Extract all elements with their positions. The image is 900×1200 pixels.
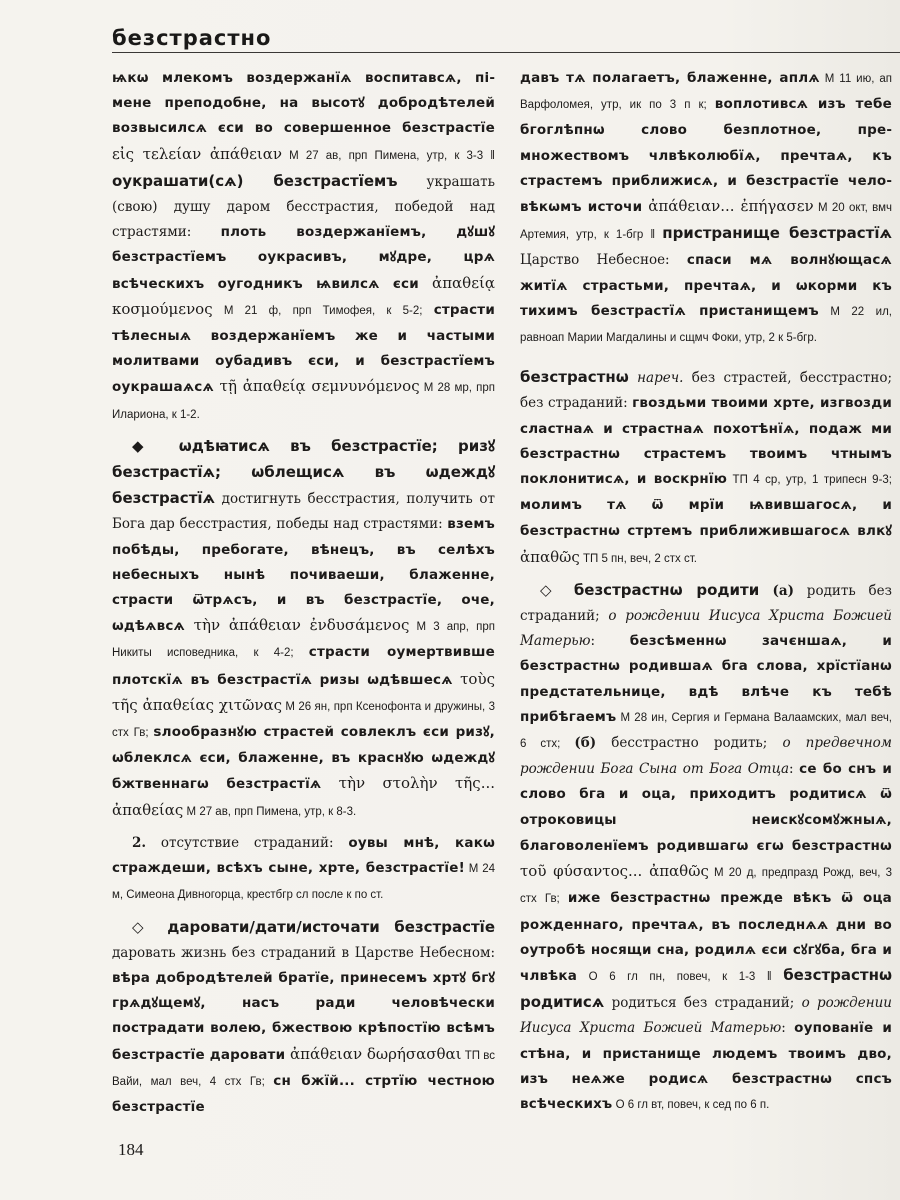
source-ref: М 22 ил, равноап Марии Магдалины и сщмч Фоки, утр, 2 к 5-бгр. <box>520 305 892 345</box>
source-ref: М 3 апр, прп Никиты исповедника, к 4-2; <box>112 621 495 660</box>
sub-lemma: даровати/дати/источати безстрастїе <box>167 917 495 936</box>
definition: украшать (свою) душу даром бесстрастия, победой над страстями: <box>112 173 495 241</box>
source-ref: М 27 ав, прп Пимена, утр, к 8-3. <box>183 805 357 818</box>
church-slavonic-quote: се бо снъ и слово бга и оца, приходитъ родитисѧ ѿ отроковицы неискꙋсомꙋжныѧ, благоволенїемъ родившагѡ єгѡ безстрастнѡ <box>520 761 892 854</box>
entry-paragraph <box>112 831 495 909</box>
sub-lemma: безстрастнѡ родитисѧ <box>520 965 892 1012</box>
source-ref: ТП 4 ср, утр, 1 трипесн 9-3; <box>727 474 893 487</box>
sense-letter: (а) <box>759 582 794 599</box>
church-slavonic-quote: безсѣменнѡ зачєншаѧ, и безстрастнѡ родившаѧ бга слова, хрїстїанѡ предстательнице, вдѣ влѣче къ тебѣ прибѣгаемъ <box>520 633 893 725</box>
usage-note: о рождении Иисуса Христа Божией Матерью <box>520 608 892 650</box>
greek-text: τοῦ φύσαντος... ἀπαθῶς <box>520 862 709 881</box>
running-head: безстрастно <box>112 26 272 50</box>
church-slavonic-quote: страсти тѣлесныѧ воздержанїемъ же и частыми молитвами оубадивъ єси, и безстрастїемъ оукрашаѧсѧ <box>112 301 495 396</box>
phrase-marker: ◆ <box>132 436 179 455</box>
part-of-speech: нареч. <box>628 370 684 387</box>
definition: достигнуть бесстрастия, получить от Бога дар бесстрастия, победы над страстями: <box>112 491 495 533</box>
punctuation: : <box>590 633 630 650</box>
church-slavonic-quote: давъ тѧ полагаетъ, блаженне, аплѧ <box>520 70 820 86</box>
entry-paragraph <box>112 915 495 1121</box>
church-slavonic-quote: спаси мѧ волнꙋющасѧ житїѧ страстьми, пречтаѧ, и ѡкорми къ тихимъ безстрастїѧ пристанищемъ <box>520 252 892 319</box>
sense-letter: (б) <box>574 735 597 752</box>
source-ref: ТП вс Вайи, мал веч, 4 стх Гв; <box>112 1049 495 1088</box>
page-number: 184 <box>118 1140 144 1159</box>
right-column <box>520 66 892 1118</box>
source-ref: О 6 гл пн, повеч, к 1-3 ‖ <box>577 970 784 983</box>
church-slavonic-quote: иже безстрастнѡ прежде вѣкъ ѿ оца рожденнаго, пречтаѧ, въ последнѧѧ дни во оутробѣ носящи сна, родилѧ єси сꙋгꙋба, бга и члвѣка <box>520 890 892 984</box>
sub-lemma: безстрастнѡ родити <box>573 580 760 599</box>
greek-text: τῇ ἀπαθείᾳ σεμνυνόμενος <box>213 377 420 396</box>
church-slavonic-quote: вземъ побѣды, пребогате, вѣнецъ, въ селѣхъ небесныхъ нынѣ почиваеши, блаженне, страсти ѿтрѧсъ, и въ безстрастїе, оче, ѡдѣѧвсѧ <box>112 516 495 635</box>
definition: без страстей, бесстрастно; без страданий: <box>520 370 892 412</box>
church-slavonic-quote: гвоздьми твоими хрте, изгвозди сластнаѧ и страстнаѧ похотѣнїѧ, подаж ми безстрастнѡ страстемъ твоимъ чтнымъ поклонитисѧ, и воскрнїю <box>520 395 892 488</box>
source-ref: М 20 д, предпразд Рожд, веч, 3 стх Гв; <box>520 867 892 906</box>
header-rule <box>112 52 900 53</box>
church-slavonic-quote: страсти оумертвивше плотскїѧ въ безстрастїѧ ризы ѡдѣвшесѧ <box>112 644 495 688</box>
usage-note: о рождении Иисуса Христа Божией Матерью <box>520 995 892 1037</box>
definition: отсутствие страданий: <box>146 834 349 851</box>
source-ref: М 24 м, Симеона Дивногорца, крестбгр сл после к по ст. <box>112 863 495 902</box>
greek-text: ἀπαθείᾳ κοσμούμενος <box>112 273 495 318</box>
church-slavonic-quote: плоть воздержанїемъ, дꙋшꙋ безстрастїемъ оукрасивъ, мꙋдре, црѧ всѣческихъ оугодникъ ѩвилсѧ єси <box>112 224 495 292</box>
punctuation: : <box>781 1020 795 1037</box>
greek-text: τὴν ἀπάθειαν ἐνδυσάμενος <box>184 616 410 635</box>
definition: родиться без страданий; <box>604 995 802 1012</box>
church-slavonic-quote: молимъ тѧ ѿ мрїи ѩвившагосѧ, и безстрастнѡ стртемъ приближившагосѧ влкꙋ <box>520 497 892 540</box>
punctuation: : <box>789 761 800 778</box>
phrase-marker: ◇ <box>540 580 574 599</box>
sub-lemma: оукрашати(сѧ) безстрастїемъ <box>112 171 398 190</box>
source-ref: М 11 ию, ап Варфоломея, утр, ик по 3 п к; <box>520 73 893 112</box>
phrase-marker: ◇ <box>132 917 168 936</box>
source-ref: М 21 ф, прп Тимофея, к 5-2; <box>212 304 434 317</box>
church-slavonic-quote: ѩкѡ млекомъ воздержанїѧ воспитавсѧ, пімене преподобне, на высотꙋ добродѣтелей возвысилсѧ єси во совершенное безстрастїе <box>112 70 495 137</box>
church-slavonic-quote: сн бжїй... стртїю честною безстрастїе <box>112 1072 495 1115</box>
definition: бесстрастно родить; <box>596 735 783 752</box>
church-slavonic-quote: вѣра добродѣтелей братїе, принесемъ хртꙋ бгꙋ грѧдꙋщемꙋ, насъ ради человѣчески пострадати волею, бжествою крѣпостїю всѣмъ безстрастїе даровати <box>112 969 495 1063</box>
source-ref: О 6 гл вт, повеч, к сед по 6 п. <box>612 1098 770 1111</box>
entry-paragraph <box>112 434 495 825</box>
headword: безстрастнѡ <box>520 368 629 387</box>
entry-paragraph <box>112 66 495 428</box>
source-ref: М 26 ян, прп Ксенофонта и дружины, 3 стх Гв; <box>112 700 495 740</box>
greek-text: ἀπάθειαν... ἐπήγασεν <box>642 197 814 216</box>
usage-note: о предвечном рождении Бога Сына от Бога Отца <box>520 735 893 778</box>
source-ref: М 28 мр, прп Илариона, к 1-2. <box>112 382 496 421</box>
church-slavonic-quote: оувы мнѣ, какѡ страждеши, всѣхъ сыне, хрте, безстрастїе! <box>112 834 495 877</box>
sub-lemma: ѡдѣꙗтисѧ въ безстрастїе; ризꙋ безстрастїѧ; ѡблещисѧ въ ѡдеждꙋ безстрастїѧ <box>112 436 496 508</box>
source-ref: М 28 ин, Сергия и Германа Валаамских, мал веч, 6 стх; <box>520 711 892 751</box>
church-slavonic-quote: ѕлообразнꙋю страстей совлеклъ єси ризꙋ, ѡблеклсѧ єси, блаженне, въ краснꙋю ѡдеждꙋ бжтвеннагѡ безстрастїѧ <box>112 724 495 793</box>
left-column <box>112 66 495 1120</box>
entry-paragraph <box>520 66 892 351</box>
greek-text: τοὺς τῆς ἀπαθείας χιτῶνας <box>112 669 495 714</box>
source-ref: М 27 ав, прп Пимена, утр, к 3-3 ‖ <box>281 149 495 162</box>
sense-number: 2. <box>132 834 147 851</box>
entry-paragraph <box>520 365 892 572</box>
church-slavonic-quote: оупованїе и стѣна, и пристанище людемъ твоимъ дво, изъ неѧже родисѧ безстрастнѡ спсъ всѣческихъ <box>520 1020 892 1112</box>
definition: даровать жизнь без страданий в Царстве Небесном: <box>112 944 495 961</box>
church-slavonic-quote: воплотивсѧ изъ тебе бгоглѣпнѡ слово безплотное, премножествомъ члвѣколюбїѧ, пречтаѧ, къ страстемъ приближисѧ, и безстрастїе человѣкѡмъ источи <box>520 96 892 216</box>
sub-lemma: пристранище безстрастїѧ <box>662 224 892 243</box>
definition: Царство Небесное: <box>520 252 687 269</box>
greek-text: ἀπάθειαν δωρήσασθαι <box>285 1044 462 1063</box>
greek-text: τὴν στολὴν τῆς... ἀπαθείας <box>112 774 495 819</box>
greek-text: ἀπαθῶς <box>520 547 580 566</box>
source-ref: ТП 5 пн, веч, 2 стх ст. <box>579 552 697 565</box>
source-ref: М 20 окт, вмч Артемия, утр, к 1-бгр ‖ <box>520 202 892 242</box>
definition: родить без страданий; <box>520 582 892 625</box>
entry-paragraph <box>520 578 892 1118</box>
greek-text: εἰς τελείαν ἀπάθειαν <box>112 144 282 163</box>
